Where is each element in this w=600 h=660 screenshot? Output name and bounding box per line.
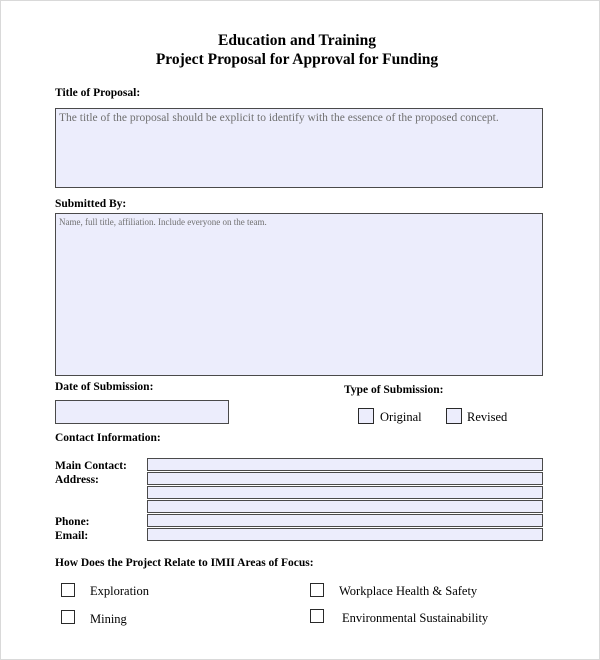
date-of-submission-label: Date of Submission: [55,381,154,393]
submitted-by-label: Submitted By: [55,198,127,210]
submitted-by-field[interactable] [55,213,543,376]
email-label: Email: [55,530,89,542]
mining-checkbox[interactable] [61,610,75,624]
proposal-title-label: Title of Proposal: [55,87,141,99]
email-field[interactable] [147,528,543,541]
environmental-sustainability-label: Environmental Sustainability [342,611,489,625]
phone-field[interactable] [147,514,543,527]
workplace-health-safety-label: Workplace Health & Safety [339,584,478,598]
date-of-submission-field[interactable] [55,400,229,424]
phone-label: Phone: [55,516,90,528]
revised-option-label: Revised [467,410,508,424]
main-contact-label: Main Contact: [55,460,127,472]
address-field-line-1[interactable] [147,472,543,485]
original-option-label: Original [380,410,422,424]
address-field-line-2[interactable] [147,486,543,499]
main-contact-field[interactable] [147,458,543,471]
submitted-by-placeholder: Name, full title, affiliation. Include everyone on the team. [59,217,267,227]
revised-checkbox[interactable] [446,408,462,424]
original-checkbox[interactable] [358,408,374,424]
type-of-submission-label: Type of Submission: [344,384,444,396]
address-field-line-3[interactable] [147,500,543,513]
proposal-title-field[interactable] [55,108,543,188]
title-line-1: Education and Training [218,32,376,49]
title-line-2: Project Proposal for Approval for Funding [155,51,439,68]
workplace-health-safety-checkbox[interactable] [310,583,324,597]
mining-label: Mining [90,612,127,626]
form-title [0,31,594,69]
address-label: Address: [55,474,99,486]
environmental-sustainability-checkbox[interactable] [310,609,324,623]
proposal-title-placeholder: The title of the proposal should be explicit to identify with the essence of the proposed concept. [59,112,499,124]
exploration-label: Exploration [90,584,150,598]
contact-information-label: Contact Information: [55,432,161,444]
exploration-checkbox[interactable] [61,583,75,597]
areas-of-focus-question: How Does the Project Relate to IMII Areas of Focus: [55,557,314,569]
